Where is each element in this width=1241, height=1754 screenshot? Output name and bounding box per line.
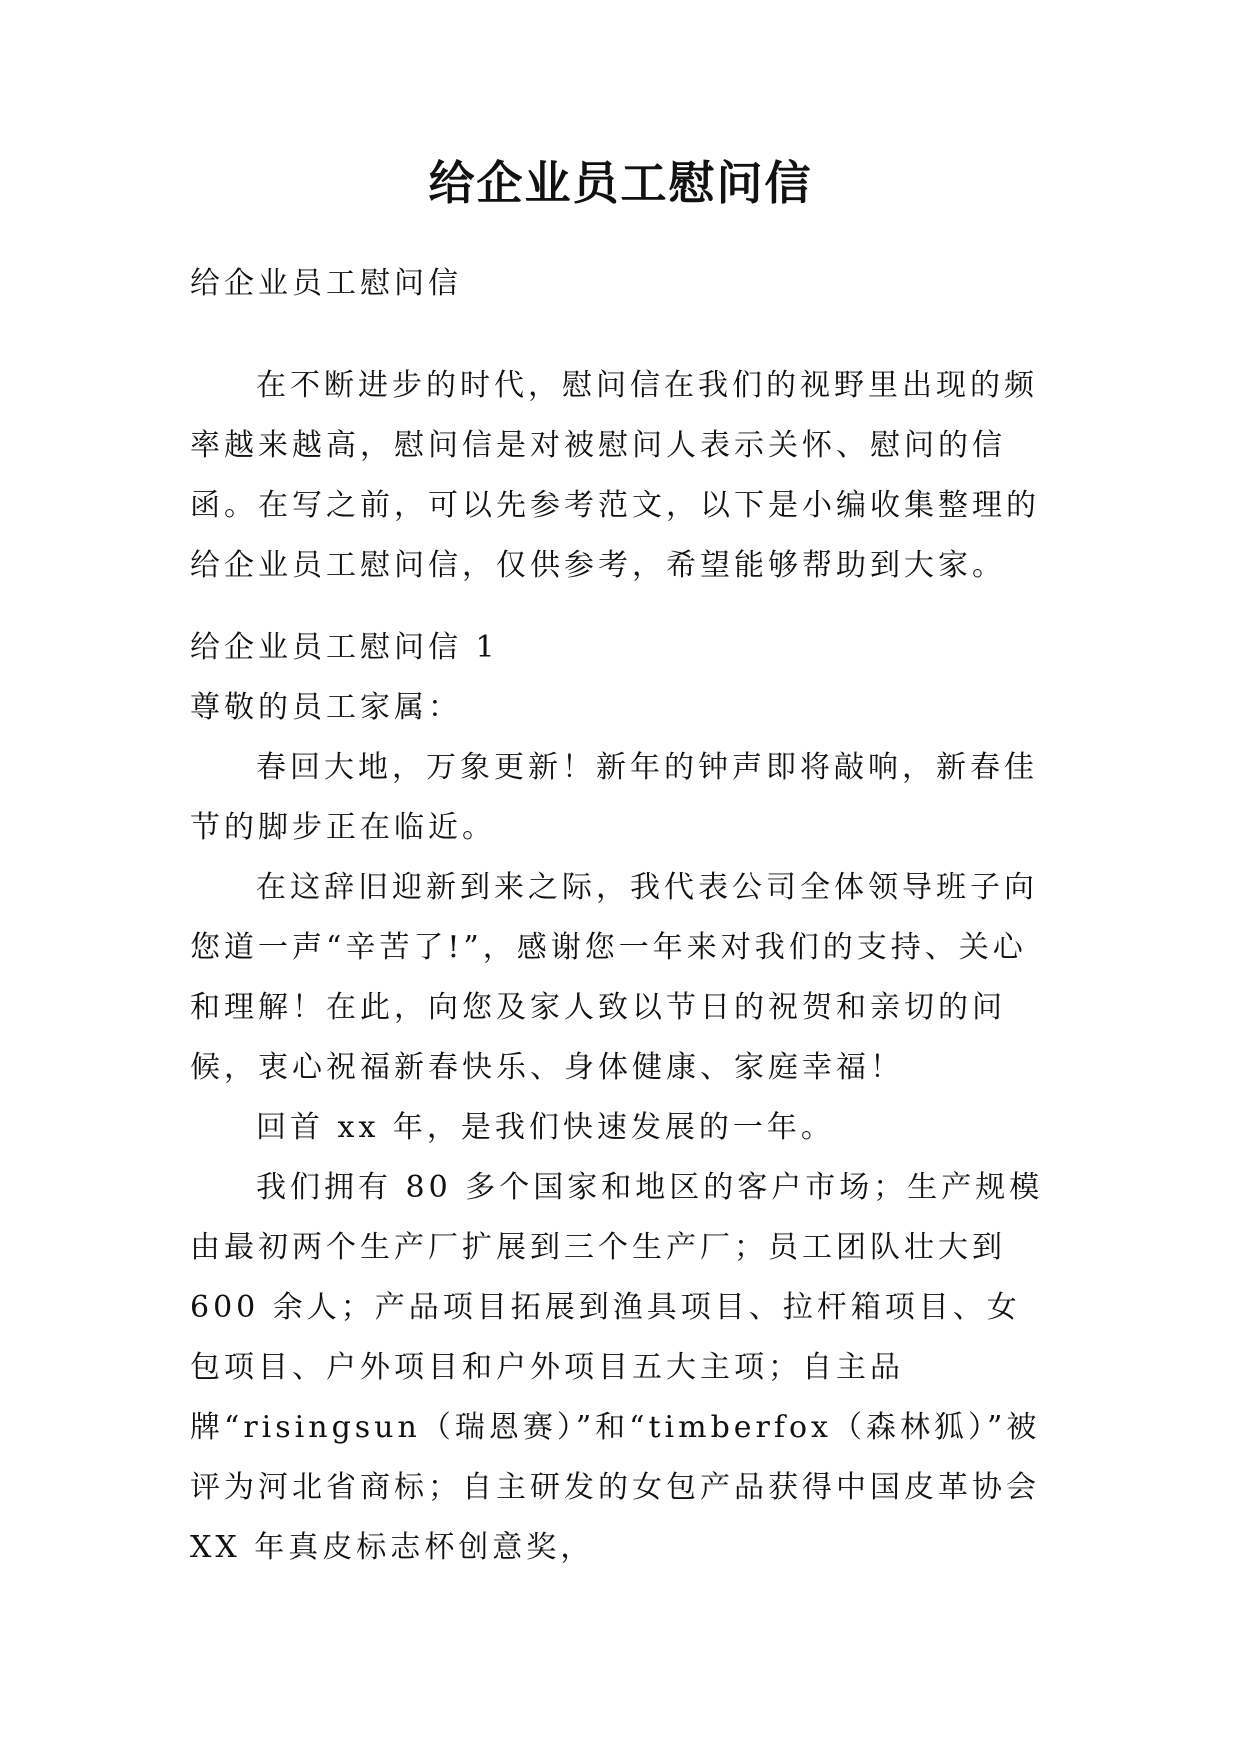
section-heading: 给企业员工慰问信 1 (190, 630, 499, 665)
letter-body (190, 618, 1052, 1578)
intro-paragraph: 在不断进步的时代，慰问信在我们的视野里出现的频率越来越高，慰问信是对被慰问人表示关怀、慰问的信函。在写之前，可以先参考范文，以下是小编收集整理的给企业员工慰问信，仅供参考，希望能够帮助到大家。 (190, 368, 1040, 583)
document-subtitle: 给企业员工慰问信 (190, 266, 462, 301)
salutation: 尊敬的员工家属： (190, 690, 462, 725)
body-paragraph: 回首 xx 年，是我们快速发展的一年。 (256, 1110, 835, 1145)
body-paragraph: 春回大地，万象更新！新年的钟声即将敲响，新春佳节的脚步正在临近。 (190, 750, 1038, 845)
body-paragraph: 在这辞旧迎新到来之际，我代表公司全体领导班子向您道一声“辛苦了!”，感谢您一年来对我们的支持、关心和理解！在此，向您及家人致以节日的祝贺和亲切的问候，衷心祝福新春快乐、身体健康、家庭幸福！ (190, 870, 1038, 1085)
document-title: 给企业员工慰问信 (428, 156, 813, 210)
body-paragraph: 我们拥有 80 多个国家和地区的客户市场；生产规模由最初两个生产厂扩展到三个生产厂；员工团队壮大到 600 余人；产品项目拓展到渔具项目、拉杆箱项目、女包项目、户外项目和户外项目五大主项；自主品牌“risingsun（瑞恩赛）”和“timberfox（森林狐）”被评为河北省商标；自主研发的女包产品获得中国皮革协会 XX 年真皮标志杯创意奖， (190, 1170, 1044, 1565)
